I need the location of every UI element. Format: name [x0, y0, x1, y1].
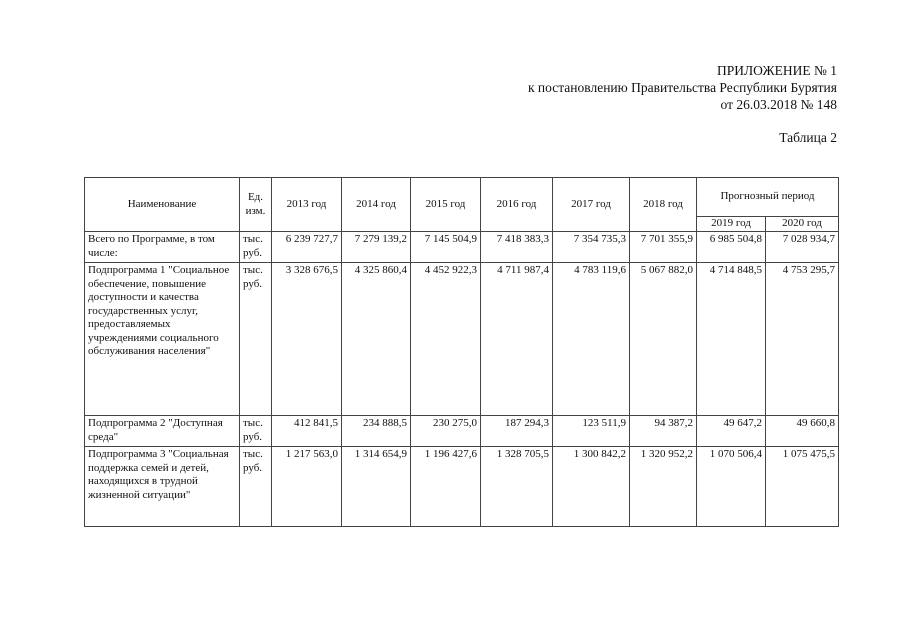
- header-year-2015: 2015 год: [411, 178, 481, 232]
- cell-value: 234 888,5: [342, 416, 411, 447]
- table-row: [85, 263, 839, 416]
- cell-value: 7 145 504,9: [411, 232, 481, 263]
- cell-value: 412 841,5: [272, 416, 342, 447]
- cell-value: 4 325 860,4: [342, 263, 411, 416]
- row-name: Подпрограмма 1 "Социальное обеспечение, повышение доступности и качества государственных услуг, предоставляемых учреждениями социального обслуживания населения": [85, 263, 240, 416]
- cell-value: 1 328 705,5: [481, 447, 553, 527]
- cell-value: 49 660,8: [766, 416, 839, 447]
- header-year-2014: 2014 год: [342, 178, 411, 232]
- row-name: Подпрограмма 2 "Доступная среда": [85, 416, 240, 447]
- cell-value: 5 067 882,0: [630, 263, 697, 416]
- header-year-2013: 2013 год: [272, 178, 342, 232]
- row-unit: тыс. руб.: [240, 232, 272, 263]
- cell-value: 7 701 355,9: [630, 232, 697, 263]
- header-year-2016: 2016 год: [481, 178, 553, 232]
- document-header: [528, 62, 837, 113]
- row-unit: тыс. руб.: [240, 263, 272, 416]
- cell-value: 1 320 952,2: [630, 447, 697, 527]
- row-name: Подпрограмма 3 "Социальная поддержка семей и детей, находящихся в трудной жизненной ситуации": [85, 447, 240, 527]
- cell-value: 1 070 506,4: [697, 447, 766, 527]
- header-year-2017: 2017 год: [553, 178, 630, 232]
- cell-value: 7 028 934,7: [766, 232, 839, 263]
- cell-value: 3 328 676,5: [272, 263, 342, 416]
- header-forecast: Прогнозный период: [697, 178, 839, 217]
- cell-value: 123 511,9: [553, 416, 630, 447]
- cell-value: 1 217 563,0: [272, 447, 342, 527]
- appendix-reference: к постановлению Правительства Республики Бурятия: [528, 80, 837, 95]
- table-row: [85, 416, 839, 447]
- cell-value: 1 075 475,5: [766, 447, 839, 527]
- header-year-2019: 2019 год: [697, 217, 766, 232]
- table-caption: Таблица 2: [779, 130, 837, 145]
- cell-value: 94 387,2: [630, 416, 697, 447]
- cell-value: 4 783 119,6: [553, 263, 630, 416]
- cell-value: 6 239 727,7: [272, 232, 342, 263]
- cell-value: 230 275,0: [411, 416, 481, 447]
- cell-value: 7 354 735,3: [553, 232, 630, 263]
- cell-value: 7 279 139,2: [342, 232, 411, 263]
- cell-value: 1 196 427,6: [411, 447, 481, 527]
- cell-value: 1 300 842,2: [553, 447, 630, 527]
- header-unit: Ед. изм.: [240, 178, 272, 232]
- cell-value: 49 647,2: [697, 416, 766, 447]
- cell-value: 4 711 987,4: [481, 263, 553, 416]
- appendix-date: от 26.03.2018 № 148: [720, 97, 837, 112]
- cell-value: 4 452 922,3: [411, 263, 481, 416]
- header-name: Наименование: [85, 178, 240, 232]
- appendix-title: ПРИЛОЖЕНИЕ № 1: [716, 63, 837, 78]
- header-year-2018: 2018 год: [630, 178, 697, 232]
- cell-value: 4 753 295,7: [766, 263, 839, 416]
- budget-table: [84, 177, 839, 527]
- cell-value: 4 714 848,5: [697, 263, 766, 416]
- cell-value: 187 294,3: [481, 416, 553, 447]
- table-row: [85, 447, 839, 527]
- header-year-2020: 2020 год: [766, 217, 839, 232]
- cell-value: 7 418 383,3: [481, 232, 553, 263]
- cell-value: 1 314 654,9: [342, 447, 411, 527]
- row-unit: тыс. руб.: [240, 447, 272, 527]
- table-row: [85, 232, 839, 263]
- cell-value: 6 985 504,8: [697, 232, 766, 263]
- row-name: Всего по Программе, в том числе:: [85, 232, 240, 263]
- row-unit: тыс. руб.: [240, 416, 272, 447]
